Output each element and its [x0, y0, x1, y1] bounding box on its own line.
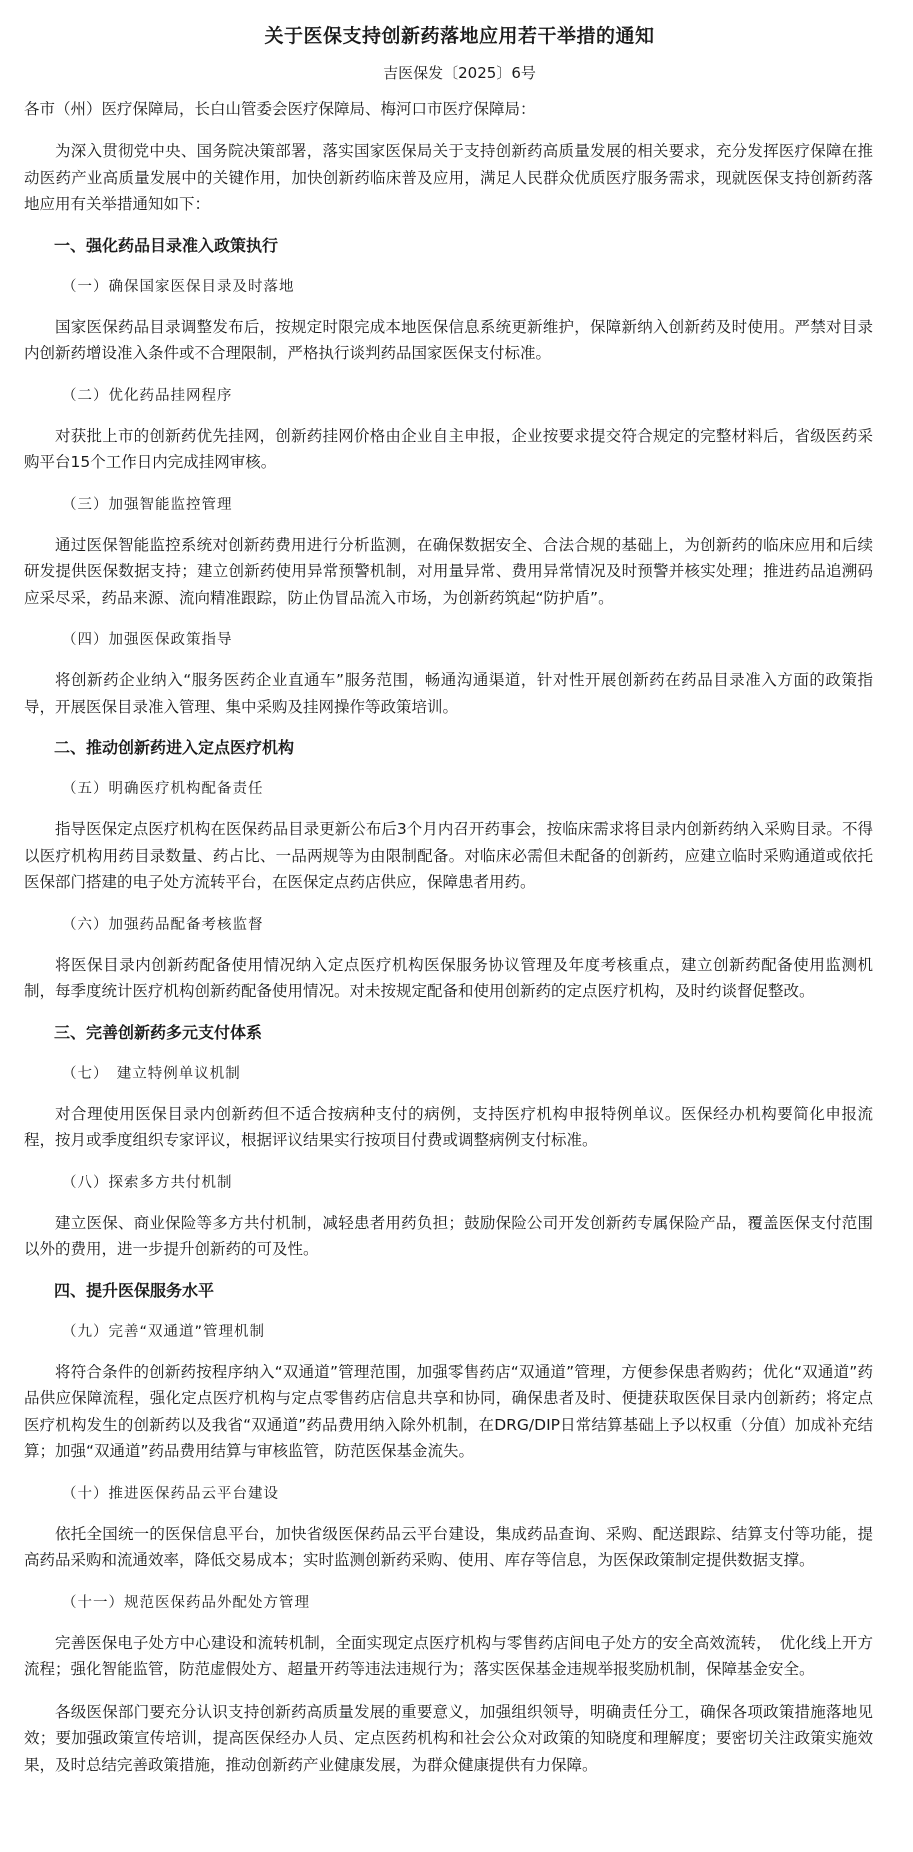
subsection-heading: （八）探索多方共付机制: [62, 1174, 233, 1191]
subsection-heading: （六）加强药品配备考核监督: [62, 916, 264, 933]
section-heading: 四、提升医保服务水平: [54, 1280, 215, 1300]
sections-container: [24, 234, 873, 1683]
section-heading: 二、推动创新药进入定点医疗机构: [54, 738, 295, 757]
subsection-heading: （十）推进医保药品云平台建设: [62, 1485, 279, 1502]
subsection-paragraph: 将符合条件的创新药按程序纳入“双通道”管理范围，加强零售药店“双通道”管理，方便参保患者购药；优化“双通道”药品供应保障流程，强化定点医疗机构与定点零售药店信息共享和协同，确保患者及时、便捷获取医保目录内创新药；将定点医疗机构发生的创新药以及我省“双通道”药品费用纳入除外机制，在DRG/DIP日常结算基础上予以权重（分值）加成补充结算；加强“双通道”药品费用结算与审核监管，防范医保基金流失。: [24, 1362, 873, 1460]
subsection-heading: （七） 建立特例单议机制: [62, 1065, 241, 1082]
subsection-paragraph: 国家医保药品目录调整发布后，按规定时限完成本地医保信息系统更新维护，保障新纳入创新药及时使用。严禁对目录内创新药增设准入条件或不合理限制，严格执行谈判药品国家医保支付标准。: [24, 317, 873, 362]
document-number: 吉医保发〔2025〕6号: [383, 64, 536, 82]
salutation: 各市（州）医疗保障局，长白山管委会医疗保障局、梅河口市医疗保障局：: [24, 100, 536, 118]
subsection-heading: （三）加强智能监控管理: [62, 496, 233, 513]
intro-paragraph: 为深入贯彻党中央、国务院决策部署，落实国家医保局关于支持创新药高质量发展的相关要求，充分发挥医疗保障在推动医药产业高质量发展中的关键作用，加快创新药临床普及应用，满足人民群众优质医疗服务需求，现就医保支持创新药落地应用有关举措通知如下：: [24, 142, 873, 213]
subsection-paragraph: 依托全国统一的医保信息平台，加快省级医保药品云平台建设，集成药品查询、采购、配送跟踪、结算支付等功能，提高药品采购和流通效率，降低交易成本；实时监测创新药采购、使用、库存等信息，为医保政策制定提供数据支撑。: [24, 1524, 873, 1569]
subsection-paragraph: 将医保目录内创新药配备使用情况纳入定点医疗机构医保服务协议管理及年度考核重点，建立创新药配备使用监测机制，每季度统计医疗机构创新药配备使用情况。对未按规定配备和使用创新药的定点医疗机构，及时约谈督促整改。: [24, 955, 873, 1000]
subsection-heading: （一）确保国家医保目录及时落地: [62, 278, 295, 295]
subsection-heading: （五）明确医疗机构配备责任: [62, 781, 264, 797]
subsection-paragraph: 对合理使用医保目录内创新药但不适合按病种支付的病例，支持医疗机构申报特例单议。医保经办机构要简化申报流程，按月或季度组织专家评议，根据评议结果实行按项目付费或调整病例支付标准。: [24, 1104, 873, 1149]
section-heading: 一、强化药品目录准入政策执行: [54, 235, 279, 255]
subsection-paragraph: 指导医保定点医疗机构在医保药品目录更新公布后3个月内召开药事会，按临床需求将目录内创新药纳入采购目录。不得以医疗机构用药目录数量、药占比、一品两规等为由限制配备。对临床必需但未配备的创新药，应建立临时采购通道或依托医保部门搭建的电子处方流转平台，在医保定点药店供应，保障患者用药。: [24, 820, 873, 891]
subsection-heading: （十一）规范医保药品外配处方管理: [62, 1594, 310, 1611]
document-title: 关于医保支持创新药落地应用若干举措的通知: [264, 25, 655, 47]
subsection-heading: （四）加强医保政策指导: [62, 632, 233, 648]
subsection-paragraph: 完善医保电子处方中心建设和流转机制，全面实现定点医疗机构与零售药店间电子处方的安全高效流转， 优化线上开方流程；强化智能监管，防范虚假处方、超量开药等违法违规行为；落实医保基金违规举报奖励机制，保障基金安全。: [24, 1633, 873, 1678]
closing-paragraph: 各级医保部门要充分认识支持创新药高质量发展的重要意义，加强组织领导，明确责任分工，确保各项政策措施落地见效；要加强政策宣传培训，提高医保经办人员、定点医药机构和社会公众对政策的知晓度和理解度；要密切关注政策实施效果，及时总结完善政策措施，推动创新药产业健康发展，为群众健康提供有力保障。: [24, 1702, 873, 1774]
subsection-paragraph: 通过医保智能监控系统对创新药费用进行分析监测，在确保数据安全、合法合规的基础上，为创新药的临床应用和后续研发提供医保数据支持；建立创新药使用异常预警机制，对用量异常、费用异常情况及时预警并核实处理；推进药品追溯码应采尽采，药品来源、流向精准跟踪，防止伪冒品流入市场，为创新药筑起“防护盾”。: [24, 535, 873, 607]
subsection-paragraph: 对获批上市的创新药优先挂网，创新药挂网价格由企业自主申报，企业按要求提交符合规定的完整材料后，省级医药采购平台15个工作日内完成挂网审核。: [24, 426, 873, 471]
subsection-paragraph: 建立医保、商业保险等多方共付机制，减轻患者用药负担；鼓励保险公司开发创新药专属保险产品，覆盖医保支付范围以外的费用，进一步提升创新药的可及性。: [24, 1213, 873, 1258]
section-heading: 三、完善创新药多元支付体系: [54, 1022, 263, 1042]
subsection-heading: （二）优化药品挂网程序: [62, 387, 233, 404]
subsection-paragraph: 将创新药企业纳入“服务医药企业直通车”服务范围，畅通沟通渠道，针对性开展创新药在药品目录准入方面的政策指导，开展医保目录准入管理、集中采购及挂网操作等政策培训。: [24, 671, 873, 716]
subsection-heading: （九）完善“双通道”管理机制: [62, 1323, 266, 1340]
